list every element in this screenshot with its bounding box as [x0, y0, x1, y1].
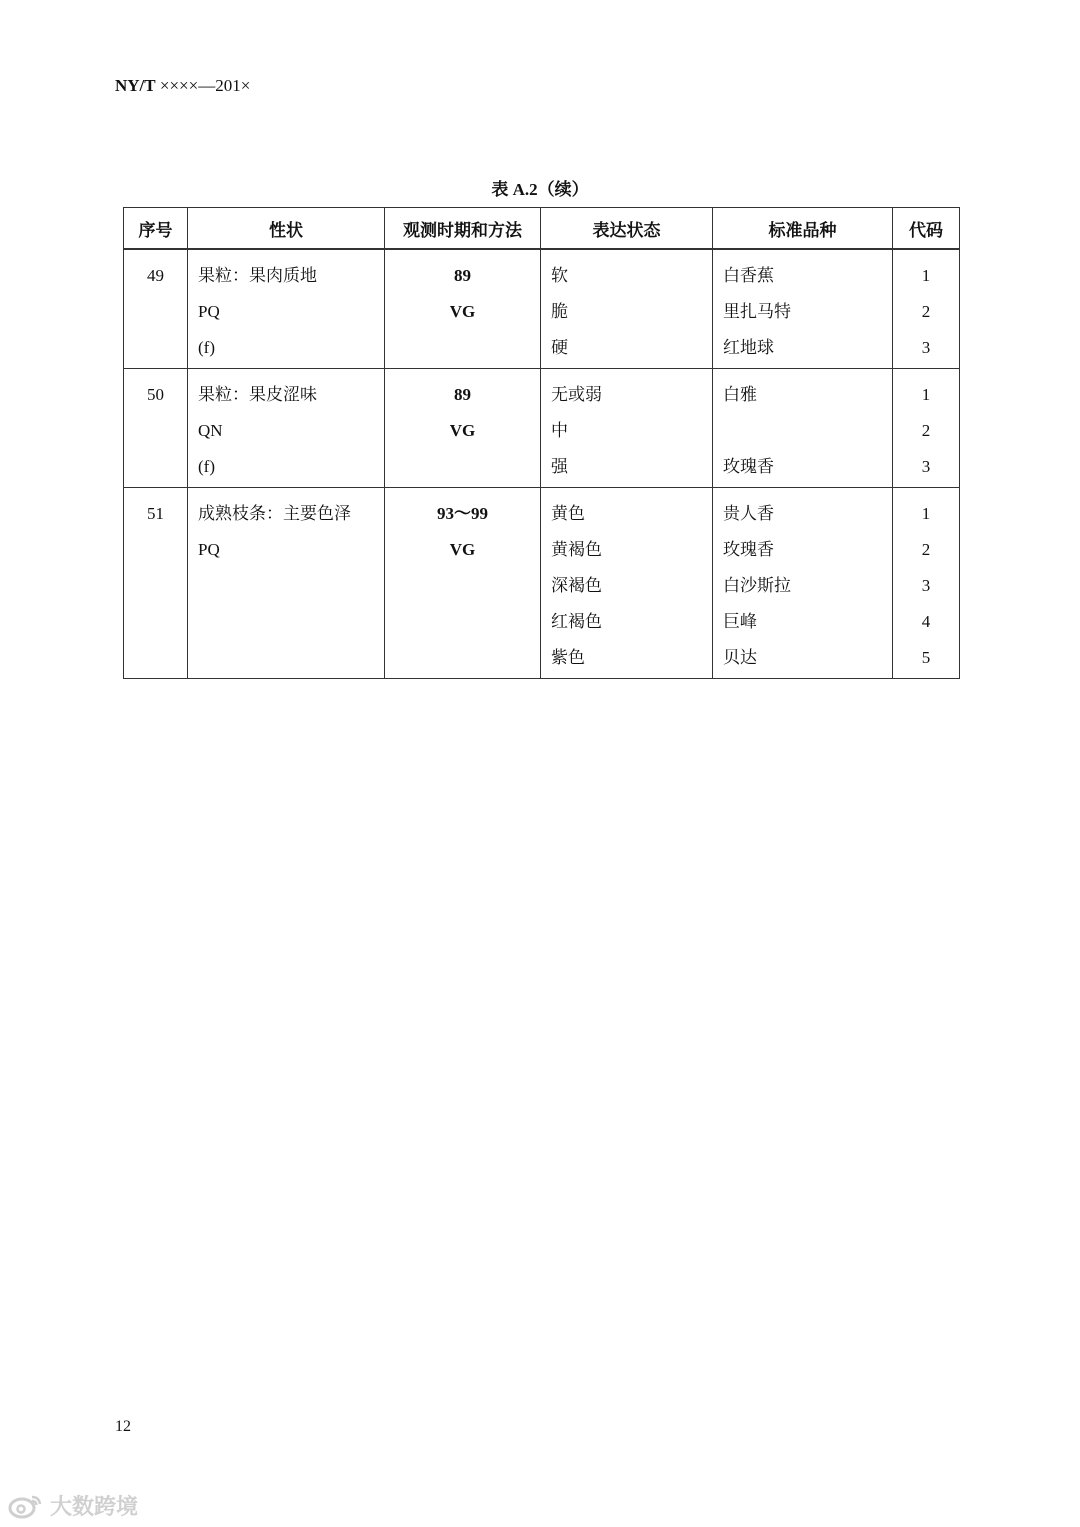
row-number: 51: [147, 504, 164, 523]
table-title: 表 A.2（续）: [491, 180, 589, 199]
row-number-cell: [124, 488, 188, 679]
observation-method: VG: [449, 540, 476, 559]
code-item: 2: [921, 302, 931, 321]
state-item: 脆: [551, 302, 568, 322]
column-header-observation: 观测时期和方法: [385, 208, 541, 250]
variety-item: 红地球: [723, 338, 774, 358]
standard-code: NY/T: [115, 76, 156, 95]
trait-name: 果粒：果肉质地: [198, 266, 317, 286]
variety-item: 里扎马特: [723, 302, 791, 322]
variety-item: 巨峰: [723, 612, 757, 632]
code-item: 3: [921, 457, 931, 476]
table-row: [124, 249, 960, 369]
code-cell: [893, 488, 960, 679]
state-item: 无或弱: [551, 385, 602, 405]
trait-note: (f): [198, 338, 215, 357]
trait-name: 成熟枝条：主要色泽: [198, 504, 351, 524]
trait-cell: [188, 249, 385, 369]
table-row: [124, 369, 960, 488]
watermark-text: 大数跨境: [50, 1495, 139, 1520]
state-item: 中: [551, 421, 568, 441]
state-item: 黄褐色: [551, 540, 602, 560]
code-cell: [893, 369, 960, 488]
state-cell: [541, 488, 713, 679]
column-header-state: 表达状态: [541, 208, 713, 250]
state-cell: [541, 249, 713, 369]
code-item: 1: [921, 504, 931, 523]
code-item: 3: [921, 576, 931, 595]
state-item: 深褐色: [551, 576, 602, 596]
state-item: 强: [551, 457, 568, 477]
trait-table: [123, 207, 960, 679]
page-number: 12: [115, 1418, 131, 1435]
observation-stage: 89: [454, 266, 471, 285]
observation-stage: 93～99: [437, 504, 488, 523]
variety-item: 白香蕉: [723, 266, 774, 286]
column-header-code: 代码: [893, 208, 960, 250]
variety-item: 白沙斯拉: [723, 576, 791, 596]
code-item: 1: [921, 385, 931, 404]
code-item: 5: [921, 648, 931, 667]
observation-stage: 89: [454, 385, 471, 404]
table-header-row: [124, 208, 960, 250]
row-number-cell: [124, 369, 188, 488]
code-item: 1: [921, 266, 931, 285]
variety-cell: [713, 369, 893, 488]
code-item: 4: [921, 612, 931, 631]
document-header: [115, 76, 250, 96]
trait-type: QN: [198, 421, 223, 440]
observation-method: VG: [449, 421, 476, 440]
variety-item: 贵人香: [723, 504, 774, 524]
trait-type: PQ: [198, 302, 220, 321]
observation-method: VG: [449, 302, 476, 321]
state-cell: [541, 369, 713, 488]
state-item: 软: [551, 266, 568, 286]
row-number: 49: [147, 266, 164, 285]
variety-cell: [713, 249, 893, 369]
code-cell: [893, 249, 960, 369]
weibo-logo-icon: [8, 1493, 44, 1519]
row-number: 50: [147, 385, 164, 404]
code-item: 2: [921, 540, 931, 559]
code-item: 3: [921, 338, 931, 357]
state-item: 红褐色: [551, 612, 602, 632]
state-item: 黄色: [551, 504, 585, 524]
variety-item: 贝达: [723, 648, 757, 668]
column-header-no: 序号: [124, 208, 188, 250]
watermark: [8, 1490, 138, 1521]
observation-cell: [385, 369, 541, 488]
standard-number: ××××—201×: [159, 76, 251, 95]
column-header-trait: 性状: [188, 208, 385, 250]
table-row: [124, 488, 960, 679]
trait-note: (f): [198, 457, 215, 476]
variety-item: 玫瑰香: [723, 540, 774, 560]
trait-type: PQ: [198, 540, 220, 559]
column-header-variety: 标准品种: [713, 208, 893, 250]
code-item: 2: [921, 421, 931, 440]
observation-cell: [385, 488, 541, 679]
trait-cell: [188, 369, 385, 488]
trait-cell: [188, 488, 385, 679]
row-number-cell: [124, 249, 188, 369]
variety-item: 玫瑰香: [723, 457, 774, 477]
variety-cell: [713, 488, 893, 679]
observation-cell: [385, 249, 541, 369]
variety-item: 白雅: [723, 385, 757, 405]
trait-name: 果粒：果皮涩味: [198, 385, 317, 405]
state-item: 硬: [551, 338, 568, 358]
state-item: 紫色: [551, 648, 585, 668]
variety-item: [713, 413, 892, 449]
